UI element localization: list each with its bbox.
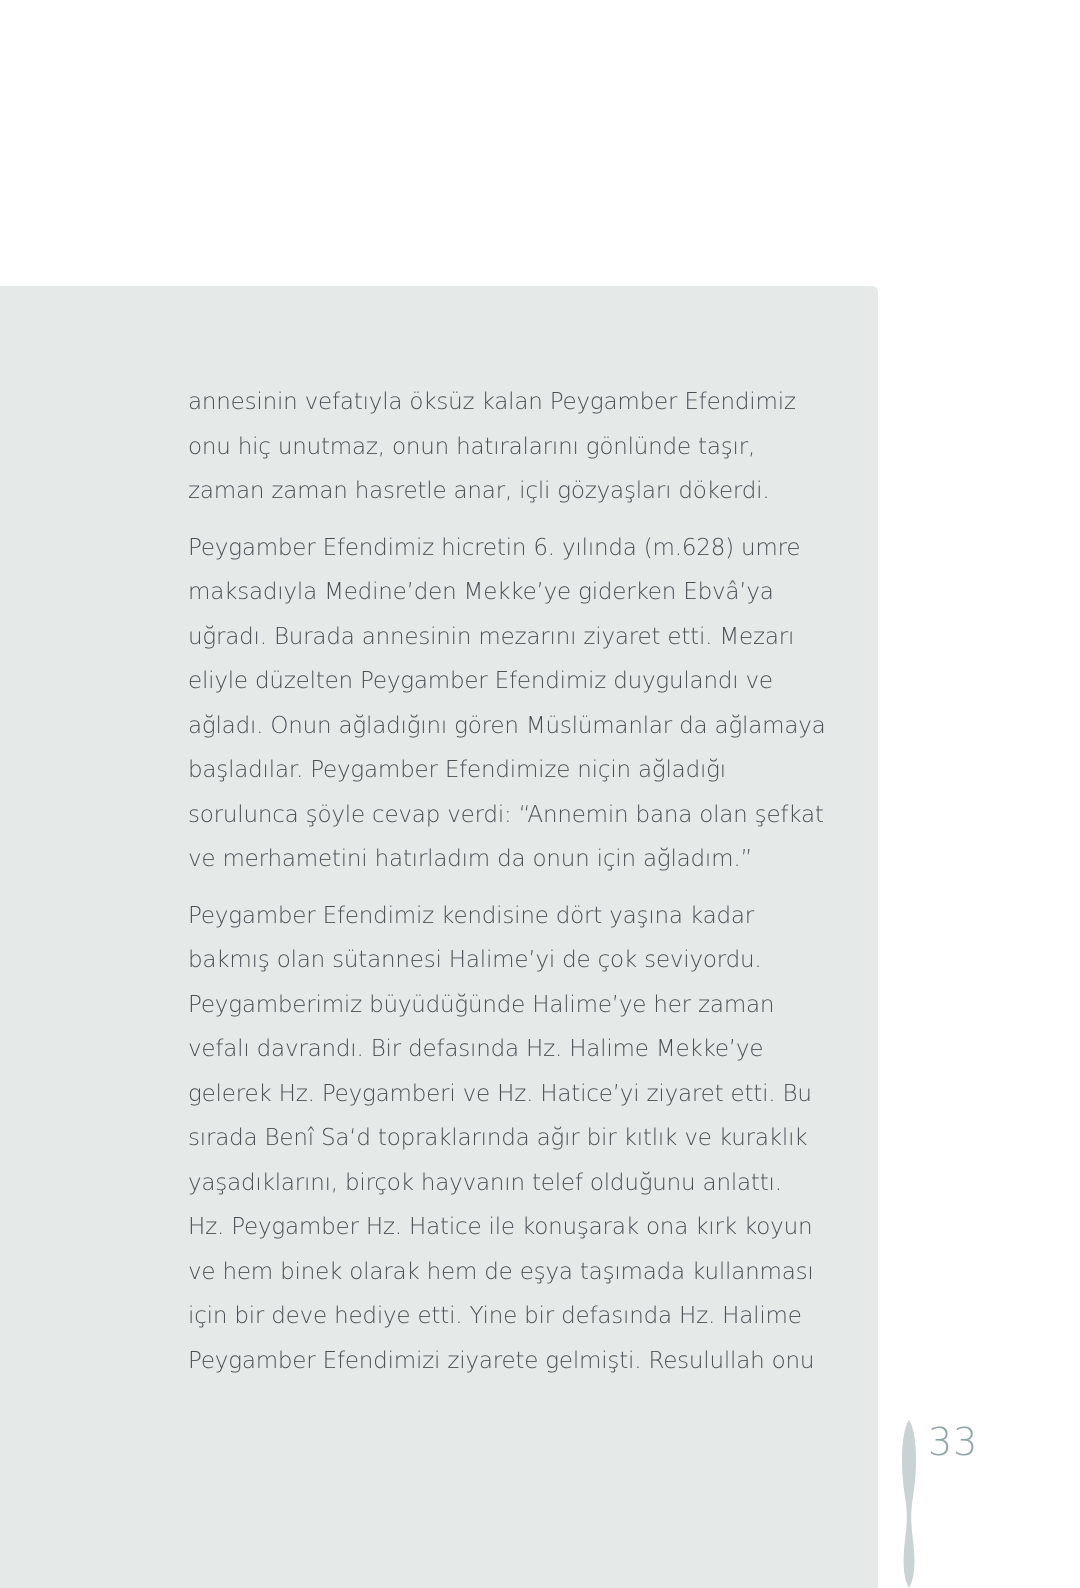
text-line: onu hiç unutmaz, onun hatıralarını gönlünde taşır,: [188, 433, 756, 460]
text-line: vefalı davrandı. Bir defasında Hz. Halime Mekke’ye: [188, 1036, 764, 1062]
body-text: [188, 380, 826, 1395]
page-marker-shape: [896, 1420, 922, 1588]
text-line: bakmış olan sütannesi Halime’yi de çok seviyordu.: [188, 947, 762, 973]
text-line: maksadıyla Medine’den Mekke’ye giderken Ebvâ’ya: [188, 579, 774, 605]
text-line: başladılar. Peygamber Efendimize niçin ağladığı: [188, 757, 726, 783]
text-line: için bir deve hediye etti. Yine bir defasında Hz. Halime: [188, 1303, 802, 1329]
text-line: gelerek Hz. Peygamberi ve Hz. Hatice’yi ziyaret etti. Bu: [188, 1080, 812, 1107]
text-line: ağladı. Onun ağladığını gören Müslümanlar da ağlamaya: [188, 712, 826, 739]
text-line: ve merhametini hatırladım da onun için ağladım.”: [188, 846, 753, 872]
text-line: sırada Benî Sa‘d topraklarında ağır bir kıtlık ve kuraklık: [188, 1125, 808, 1151]
text-line: eliyle düzelten Peygamber Efendimiz duygulandı ve: [188, 668, 773, 694]
text-line: annesinin vefatıyla öksüz kalan Peygamber Efendimiz: [188, 389, 796, 415]
page-number: 33: [928, 1420, 979, 1464]
text-line: uğradı. Burada annesinin mezarını ziyaret etti. Mezarı: [188, 623, 795, 650]
text-line: yaşadıklarını, birçok hayvanın telef olduğunu anlattı.: [188, 1169, 782, 1196]
text-line: Peygamber Efendimiz hicretin 6. yılında (m.628) umre: [188, 534, 801, 561]
text-line: sorulunca şöyle cevap verdi: “Annemin bana olan şefkat: [188, 801, 824, 828]
paragraph: [188, 526, 826, 882]
text-line: Hz. Peygamber Hz. Hatice ile konuşarak ona kırk koyun: [188, 1214, 813, 1240]
paragraph: [188, 894, 815, 1384]
paragraph: [188, 380, 808, 514]
text-line: Peygamber Efendimizi ziyarete gelmişti. Resulullah onu: [188, 1347, 815, 1374]
text-line: Peygamber Efendimiz kendisine dört yaşına kadar: [188, 902, 755, 929]
text-line: ve hem binek olarak hem de eşya taşımada kullanması: [188, 1258, 814, 1285]
text-line: Peygamberimiz büyüdüğünde Halime’ye her zaman: [188, 991, 775, 1018]
text-line: zaman zaman hasretle anar, içli gözyaşları dökerdi.: [188, 478, 770, 504]
